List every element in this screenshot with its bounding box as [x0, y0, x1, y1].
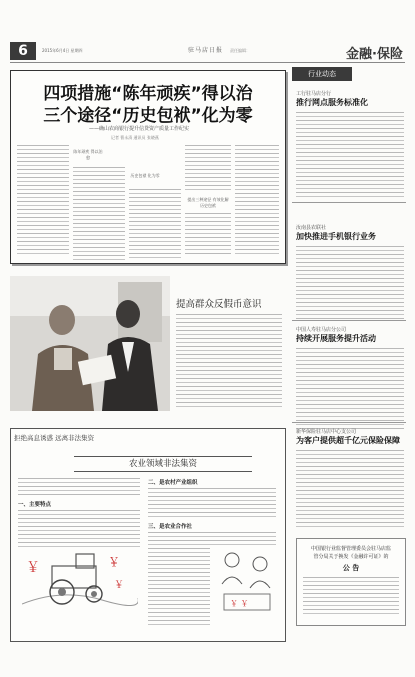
notice-title: 公 告 — [342, 564, 360, 572]
svg-text:￥: ￥ — [26, 560, 40, 576]
article-subtitle: ——确山农商银行提升信贷资产质量工作纪实 — [89, 126, 190, 132]
pull-quote-3: 提出三种途径 有效化解历史包袱 — [187, 197, 229, 208]
edition-line: 责任编辑： — [230, 48, 250, 53]
photo-caption: 提高群众反假币意识 — [176, 299, 262, 310]
svg-text:￥: ￥ — [108, 555, 121, 569]
notice-text — [303, 577, 399, 617]
section-heading: 一、主要特点 — [18, 502, 52, 508]
notice-line2: 管分局关于换发《金融许可证》的 — [313, 554, 389, 560]
pull-quote-1: 陈年顽疾 得以治愈 — [73, 149, 103, 160]
brief-divider — [292, 202, 406, 203]
industry-news-header: 行业动态 — [292, 67, 352, 81]
svg-text:￥ ￥: ￥ ￥ — [230, 599, 249, 608]
date-line: 2015年6月4日 星期四 — [42, 48, 83, 53]
pull-quote-2: 历史包袱 化为零 — [130, 173, 160, 178]
brief-text — [296, 348, 404, 432]
notice-line1: 中国银行业监督管理委员会驻马店监 — [310, 546, 391, 552]
brief-source: 新华保险驻马店中心支公司 — [296, 429, 357, 435]
brief-title: 为客户提供超千亿元保险保障 — [296, 436, 400, 445]
main-article — [10, 70, 286, 264]
text-column — [18, 478, 140, 498]
brief-source: 中国人寿驻马店分公司 — [296, 327, 347, 333]
svg-text:￥: ￥ — [114, 580, 124, 591]
section-heading: 三、是农业合作社 — [148, 524, 193, 530]
public-notice — [296, 538, 406, 626]
section-title: 金融·保险 — [346, 47, 403, 62]
text-column — [148, 488, 276, 520]
article-byline: 记者 曹永清 通讯员 张晓燕 — [111, 135, 159, 140]
masthead: 驻马店日报 — [188, 47, 224, 54]
bottom-article-tag: 拒绝高息诱惑 远离非法集资 — [14, 434, 95, 442]
page-number: 6 — [10, 42, 36, 60]
page-header — [0, 42, 415, 62]
bottom-article-title: 农业领域非法集资 — [74, 456, 252, 472]
photo-illustration — [10, 276, 170, 411]
text-column — [17, 145, 69, 257]
text-column — [129, 189, 181, 261]
text-column — [18, 510, 140, 550]
brief-text — [296, 112, 404, 200]
brief-divider — [292, 320, 406, 321]
tractor-illustration — [22, 548, 138, 614]
section-heading: 二、是农村产业组织 — [148, 480, 198, 486]
people-illustration — [216, 544, 278, 618]
brief-divider — [292, 422, 406, 423]
brief-title: 持续开展服务提升活动 — [296, 334, 376, 343]
text-column — [185, 213, 231, 257]
brief-source: 汝南县农联社 — [296, 225, 327, 231]
text-column — [235, 145, 279, 257]
news-photo — [10, 276, 170, 411]
brief-source: 工行驻马店分行 — [296, 91, 332, 97]
brief-text — [296, 450, 404, 530]
text-column — [148, 548, 210, 628]
text-column — [73, 167, 125, 263]
text-column — [185, 145, 231, 193]
brief-text — [296, 246, 404, 322]
headline-line2: 三个途径“历史包袱”化为零 — [43, 106, 253, 126]
brief-title: 加快推进手机银行业务 — [296, 232, 376, 241]
caption-text — [176, 314, 282, 410]
headline-line1: 四项措施“陈年顽疾”得以治 — [43, 84, 253, 104]
brief-title: 推行网点服务标准化 — [296, 98, 368, 107]
header-rule — [10, 62, 405, 63]
